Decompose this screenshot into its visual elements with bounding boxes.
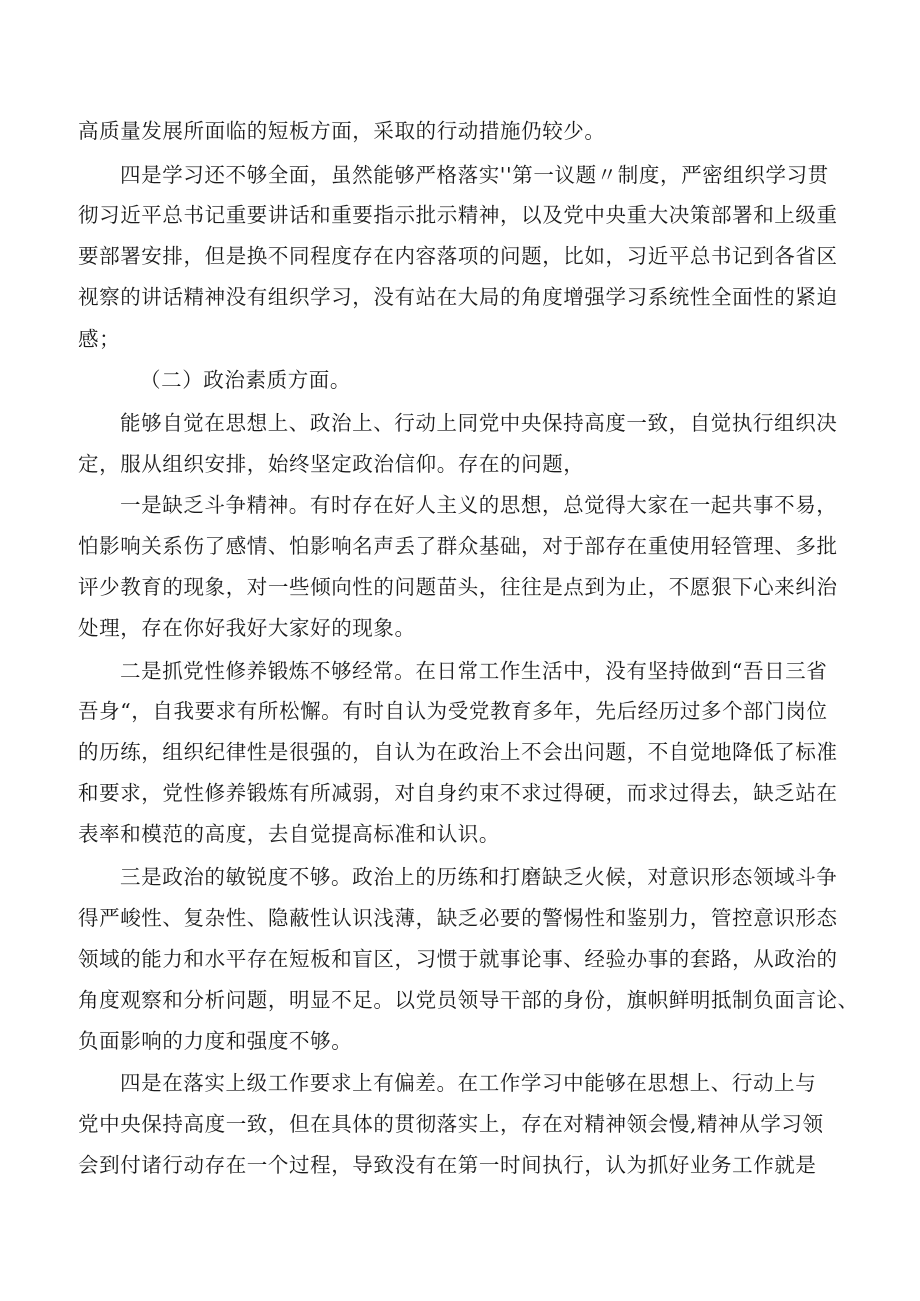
text-line: 角度观察和分析问题，明显不足。以党员领导干部的身份，旗帜鲜明抵制负面言论、 [78,988,859,1012]
text-line: 二是抓党性修养锻炼不够经常。在日常工作生活中，没有坚持做到“吾日三省 [120,659,828,683]
section-heading: （二）政治素质方面。 [140,368,351,392]
text-line: 视察的讲话精神没有组织学习，没有站在大局的角度增强学习系统性全面性的紧迫 [78,285,838,309]
text-line: 领域的能力和水平存在短板和盲区，习惯于就事论事、经验办事的套路，从政治的 [78,947,838,971]
text-line: 评少教育的现象，对一些倾向性的问题苗头，往往是点到为止，不愿狠下心来纠治 [78,575,838,599]
text-line: 和要求，党性修养锻炼有所减弱，对自身约束不求过得硬，而求过得去，缺乏站在 [78,781,838,805]
text-line: 负面影响的力度和强度不够。 [78,1029,353,1053]
text-line: 高质量发展所面临的短板方面，采取的行动措施仍较少。 [78,119,606,143]
text-line: 党中央保持高度一致，但在具体的贯彻落实上，存在对精神领会慢,精神从学习领 [78,1112,824,1136]
text-line: 能够自觉在思想上、政治上、行动上同党中央保持高度一致，自觉执行组织决 [120,411,838,435]
text-line: 四是在落实上级工作要求上有偏差。在工作学习中能够在思想上、行动上与 [120,1071,817,1095]
text-line: 的历练，组织纪律性是很强的，自认为在政治上不会出问题，不自觉地降低了标准 [78,740,838,764]
text-line: 定，服从组织安排，始终坚定政治信仰。存在的问题， [78,452,585,476]
text-line: 要部署安排，但是换不同程度存在内容落项的问题，比如，习近平总书记到各省区 [78,244,838,268]
text-line: 一是缺乏斗争精神。有时存在好人主义的思想，总觉得大家在一起共事不易， [120,493,838,517]
text-line: 四是学习还不够全面，虽然能够严格落实''第一议题〃制度，严密组织学习贯 [120,163,829,187]
text-line: 吾身“，自我要求有所松懈。有时自认为受党教育多年，先后经历过多个部门岗位 [78,699,828,723]
text-line: 三是政治的敏锐度不够。政治上的历练和打磨缺乏火候，对意识形态领域斗争 [120,865,838,889]
text-line: 得严峻性、复杂性、隐蔽性认识浅薄，缺乏必要的警惕性和鉴别力，管控意识形态 [78,906,838,930]
text-line: 怕影响关系伤了感情、怕影响名声丢了群众基础，对于部存在重使用轻管理、多批 [78,534,838,558]
text-line: 彻习近平总书记重要讲话和重要指示批示精神，以及党中央重大决策部署和上级重 [78,203,838,227]
text-line: 感； [78,327,121,351]
text-line: 处理，存在你好我好大家好的现象。 [78,616,416,640]
text-line: 会到付诸行动存在一个过程，导致没有在第一时间执行，认为抓好业务工作就是 [78,1153,817,1177]
text-line: 表率和模范的高度，去自觉提高标准和认识。 [78,822,500,846]
